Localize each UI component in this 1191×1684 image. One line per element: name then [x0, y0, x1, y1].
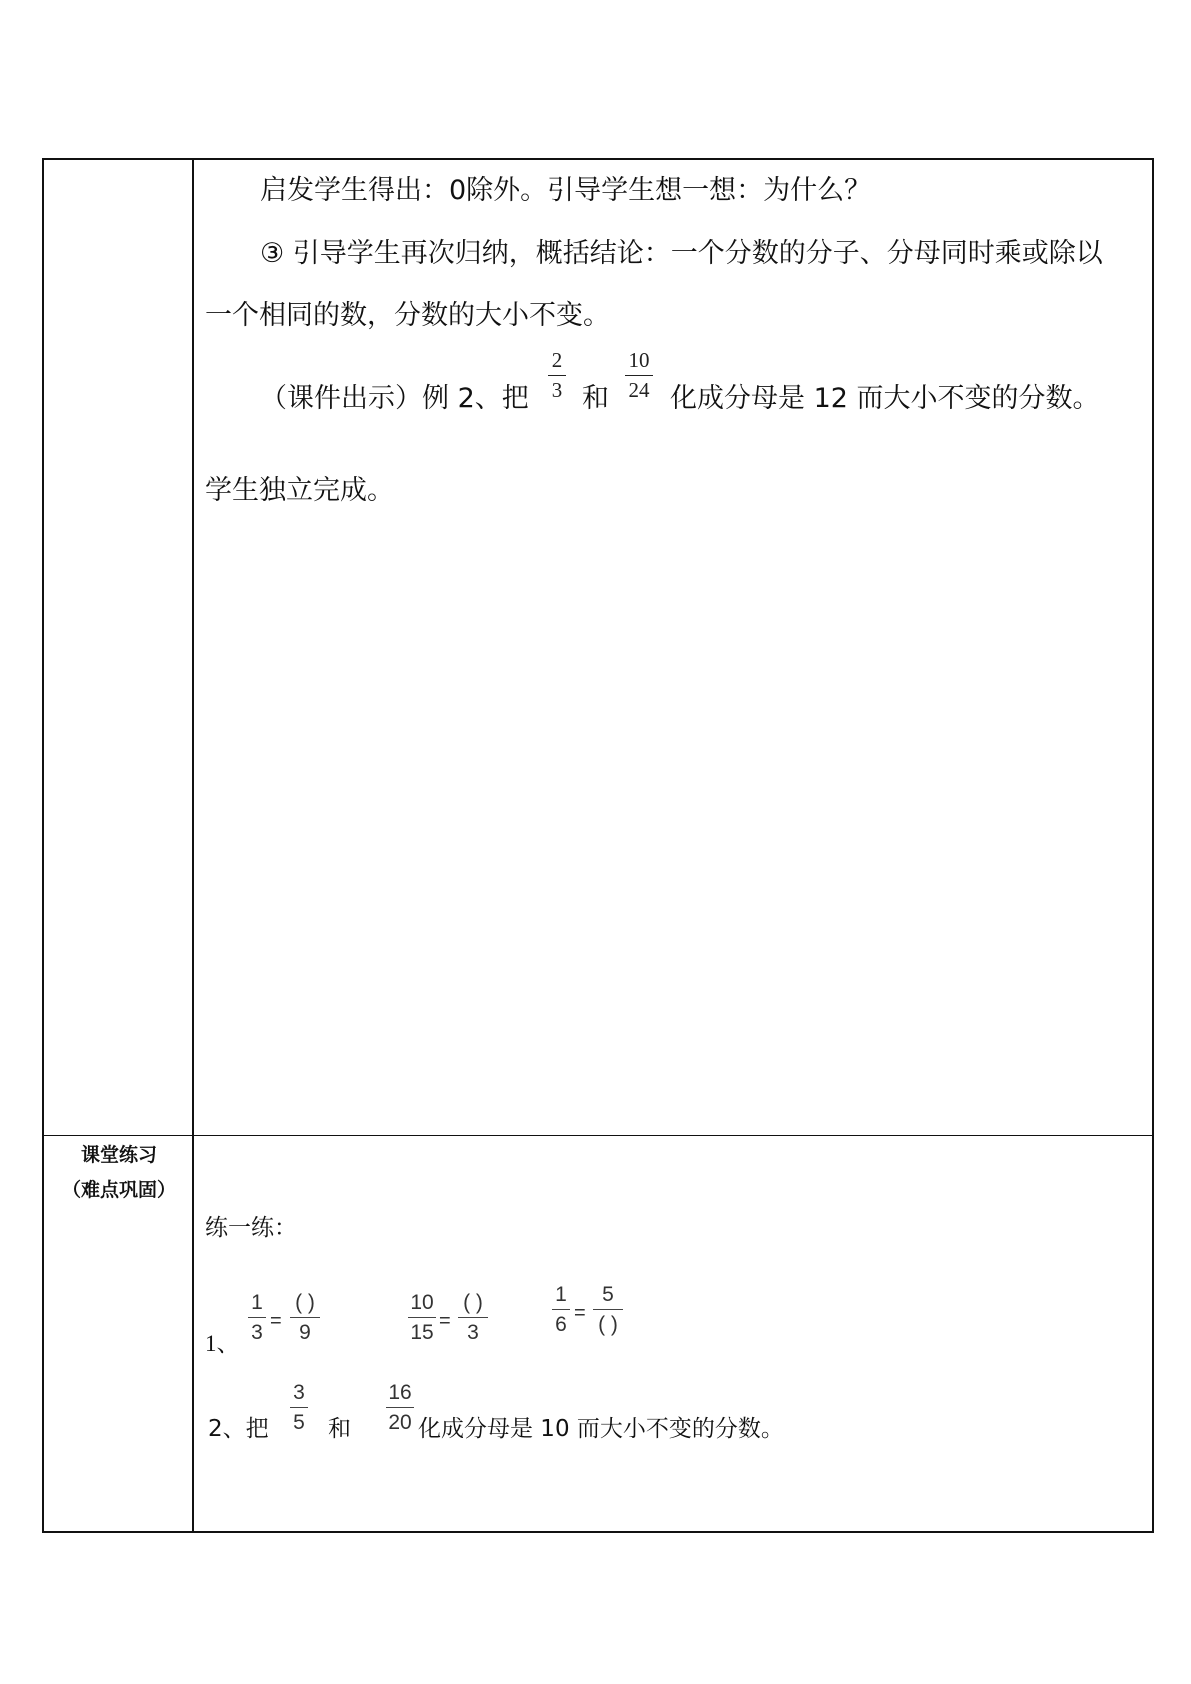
question-2-prefix: 2、把: [208, 1416, 269, 1442]
example-suffix: 化成分母是 12 而大小不变的分数。: [670, 383, 1100, 414]
section-label-line-1: 课堂练习: [80, 1144, 157, 1166]
eq3-left-fraction: [552, 1284, 570, 1335]
section-label-line-2: （难点巩固）: [61, 1179, 176, 1201]
question-2-suffix: 化成分母是 10 而大小不变的分数。: [418, 1416, 784, 1442]
q2-fraction-three-fifths: [290, 1382, 308, 1433]
eq2-right-fraction: [458, 1292, 488, 1343]
numerator: 5: [602, 1283, 614, 1306]
question-2-and: 和: [328, 1416, 351, 1442]
numerator: 3: [293, 1381, 305, 1404]
denominator: 3: [467, 1321, 479, 1344]
denominator: 20: [388, 1411, 412, 1434]
fraction-bar: [290, 1317, 320, 1318]
numerator: 16: [388, 1381, 412, 1404]
numerator: ( ): [295, 1291, 315, 1314]
denominator: 3: [251, 1321, 263, 1344]
eq1-right-fraction: [290, 1292, 320, 1343]
fraction-numerator: 10: [628, 348, 650, 372]
fraction-bar: [290, 1407, 308, 1408]
q2-fraction-sixteen-twentieths: [386, 1382, 414, 1433]
numerator: 10: [410, 1291, 434, 1314]
upper-line-5: 学生独立完成。: [205, 475, 394, 506]
eq1-equals: =: [270, 1310, 282, 1332]
eq2-equals: =: [439, 1310, 451, 1332]
denominator: 15: [410, 1321, 434, 1344]
section-label: [44, 1140, 194, 1202]
denominator: ( ): [598, 1313, 618, 1336]
fraction-ten-twentyfourths: [625, 350, 653, 401]
practice-title: 练一练：: [205, 1215, 297, 1241]
fraction-bar: [548, 375, 566, 376]
table-left-border: [42, 158, 44, 1533]
upper-line-1: 启发学生得出：0除外。引导学生想一想：为什么？: [260, 175, 872, 206]
fraction-bar: [625, 375, 653, 376]
upper-line-2: ③ 引导学生再次归纳，概括结论：一个分数的分子、分母同时乘或除以: [260, 238, 1103, 269]
fraction-denominator: 3: [551, 378, 563, 402]
numerator: 1: [555, 1283, 567, 1306]
example-and: 和: [582, 383, 609, 414]
table-bottom-border: [42, 1531, 1154, 1533]
upper-line-3: 一个相同的数，分数的大小不变。: [205, 300, 610, 331]
fraction-bar: [458, 1317, 488, 1318]
fraction-bar: [248, 1317, 266, 1318]
table-top-border: [42, 158, 1154, 160]
fraction-bar: [552, 1309, 570, 1310]
table-right-border: [1152, 158, 1154, 1533]
numerator: 1: [251, 1291, 263, 1314]
eq1-left-fraction: [248, 1292, 266, 1343]
table-row-divider: [42, 1135, 1154, 1136]
denominator: 6: [555, 1313, 567, 1336]
example-prefix: （课件出示）例 2、把: [260, 383, 529, 414]
question-1-label: 1、: [205, 1331, 240, 1356]
fraction-bar: [408, 1317, 436, 1318]
table-column-divider: [192, 158, 194, 1533]
eq2-left-fraction: [408, 1292, 436, 1343]
fraction-bar: [386, 1407, 414, 1408]
denominator: 5: [293, 1411, 305, 1434]
denominator: 9: [299, 1321, 311, 1344]
fraction-numerator: 2: [551, 348, 563, 372]
fraction-denominator: 24: [628, 378, 650, 402]
fraction-two-thirds: [548, 350, 566, 401]
numerator: ( ): [463, 1291, 483, 1314]
eq3-right-fraction: [593, 1284, 623, 1335]
fraction-bar: [593, 1309, 623, 1310]
eq3-equals: =: [574, 1302, 586, 1324]
